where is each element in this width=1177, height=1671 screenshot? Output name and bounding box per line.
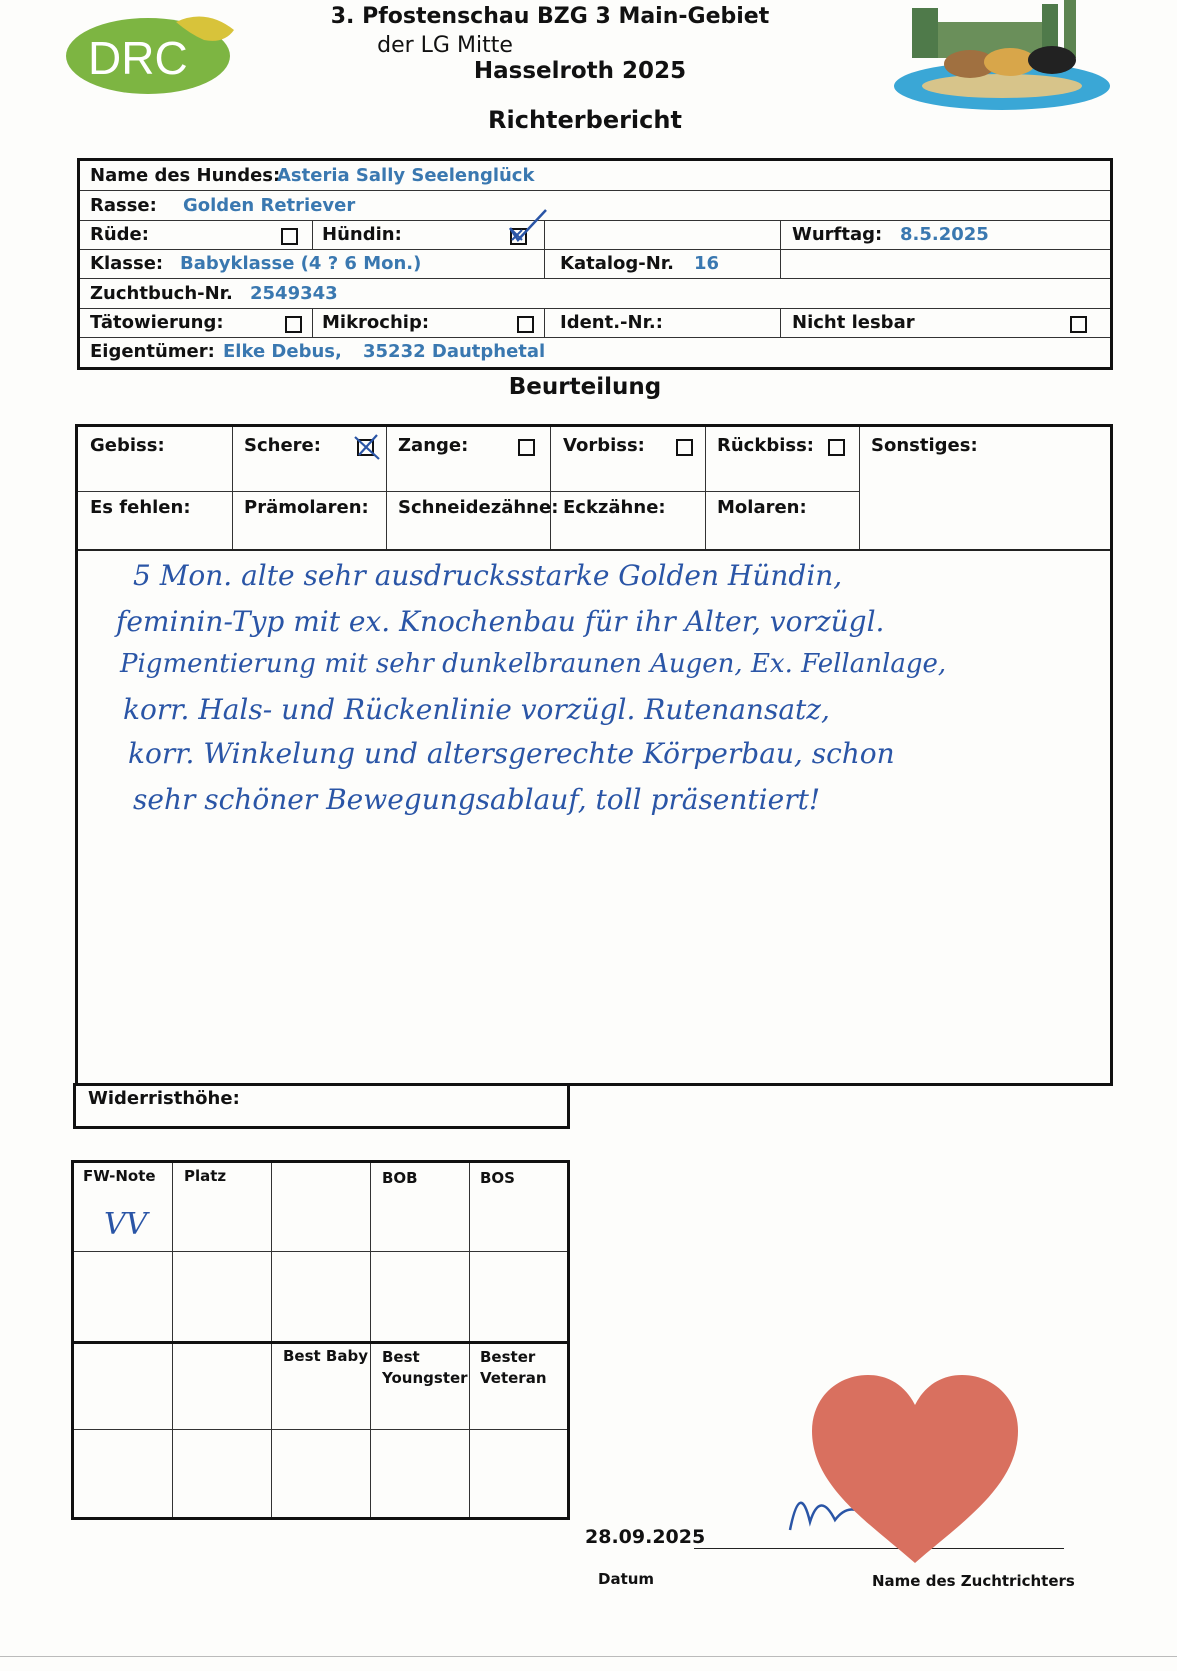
scan-edge [0,1656,1177,1657]
place-label: Platz [184,1167,227,1185]
report-title: Richterbericht [488,106,682,134]
birth-value: 8.5.2025 [900,224,989,245]
class-label: Klasse: [90,253,164,274]
logo-text: DRC [88,32,188,84]
event-title: 3. Pfostenschau BZG 3 Main-Gebiet [330,4,770,29]
catalog-label: Katalog-Nr. [560,253,674,274]
fw-value: VV [104,1207,148,1242]
overbite-checkbox[interactable] [676,439,693,456]
birth-label: Wurftag: [792,224,883,245]
dog-name: Asteria Sally Seelenglück [277,165,535,186]
studbook-label: Zuchtbuch-Nr. [90,283,233,304]
breed-value: Golden Retriever [183,195,356,216]
female-checkbox[interactable] [510,228,527,245]
chip-checkbox[interactable] [517,316,534,333]
name-label: Name des Hundes: [90,165,281,186]
overbite-label: Vorbiss: [563,435,645,456]
row-ident [80,308,1110,338]
assessment-box [75,424,1113,1086]
dog-info-box [77,158,1113,370]
canine-label: Eckzähne: [563,497,666,518]
unreadable-checkbox[interactable] [1070,316,1087,333]
assessment-line-6: sehr schöner Bewegungsablauf, toll präsentiert! [133,783,821,816]
castle-dogs-logo [892,0,1112,112]
molar-label: Molaren: [717,497,807,518]
incisor-label: Schneidezähne: [398,497,559,518]
best-baby-label: Best Baby [283,1347,368,1365]
date-value: 28.09.2025 [585,1526,706,1548]
assessment-line-5: korr. Winkelung und altersgerechte Körperbau, schon [128,737,895,770]
height-box [73,1083,570,1129]
owner-label: Eigentümer: [90,341,215,362]
grades-box [71,1160,570,1520]
male-label: Rüde: [90,224,149,245]
judge-label: Name des Zuchtrichters [872,1572,1075,1590]
unreadable-label: Nicht lesbar [792,312,915,333]
event-place-year: Hasselroth 2025 [473,58,687,84]
male-checkbox[interactable] [281,228,298,245]
heart-icon [812,1375,1018,1565]
event-subtitle: der LG Mitte [377,33,513,58]
female-label: Hündin: [322,224,402,245]
tattoo-label: Tätowierung: [90,312,224,333]
chip-label: Mikrochip: [322,312,430,333]
pincer-label: Zange: [398,435,469,456]
teeth-label: Gebiss: [90,435,165,456]
bob-label: BOB [382,1169,418,1187]
drc-logo [66,8,241,96]
underbite-checkbox[interactable] [828,439,845,456]
pincer-checkbox[interactable] [518,439,535,456]
owner-city: 35232 Dautphetal [363,341,546,362]
best-veteran-label: Bester Veteran [480,1348,547,1387]
fw-label: FW-Note [83,1167,156,1185]
studbook-value: 2549343 [250,283,338,304]
premolar-label: Prämolaren: [244,497,369,518]
height-label: Widerristhöhe: [88,1088,240,1109]
scissor-check-icon [353,433,381,461]
row-owner [80,337,1110,366]
row-studbook [80,279,1110,309]
tattoo-checkbox[interactable] [285,316,302,333]
ident-label: Ident.-Nr.: [560,312,663,333]
owner-value: Elke Debus, [223,341,342,362]
class-value: Babyklasse (4 ? 6 Mon.) [180,253,422,274]
row-name [80,161,1110,191]
bos-label: BOS [480,1169,515,1187]
catalog-value: 16 [694,253,720,274]
assessment-line-4: korr. Hals- und Rückenlinie vorzügl. Rutenansatz, [123,693,830,726]
scissor-label: Schere: [244,435,321,456]
row-class [80,249,1110,279]
assessment-line-1: 5 Mon. alte sehr ausdrucksstarke Golden Hündin, [133,559,843,592]
row-breed [80,191,1110,221]
breed-label: Rasse: [90,195,157,216]
scissor-checkbox[interactable] [357,439,374,456]
other-label: Sonstiges: [871,435,978,456]
date-label: Datum [598,1570,655,1588]
assessment-heading: Beurteilung [508,374,662,400]
assessment-line-2: feminin-Typ mit ex. Knochenbau für ihr Alter, vorzügl. [116,605,885,638]
assessment-line-3: Pigmentierung mit sehr dunkelbraunen Augen, Ex. Fellanlage, [120,649,947,679]
row-sex [80,220,1110,250]
best-youngster-label: Best Youngster [382,1348,468,1387]
underbite-label: Rückbiss: [717,435,814,456]
check-mark-icon [508,208,548,242]
missing-label: Es fehlen: [90,497,191,518]
